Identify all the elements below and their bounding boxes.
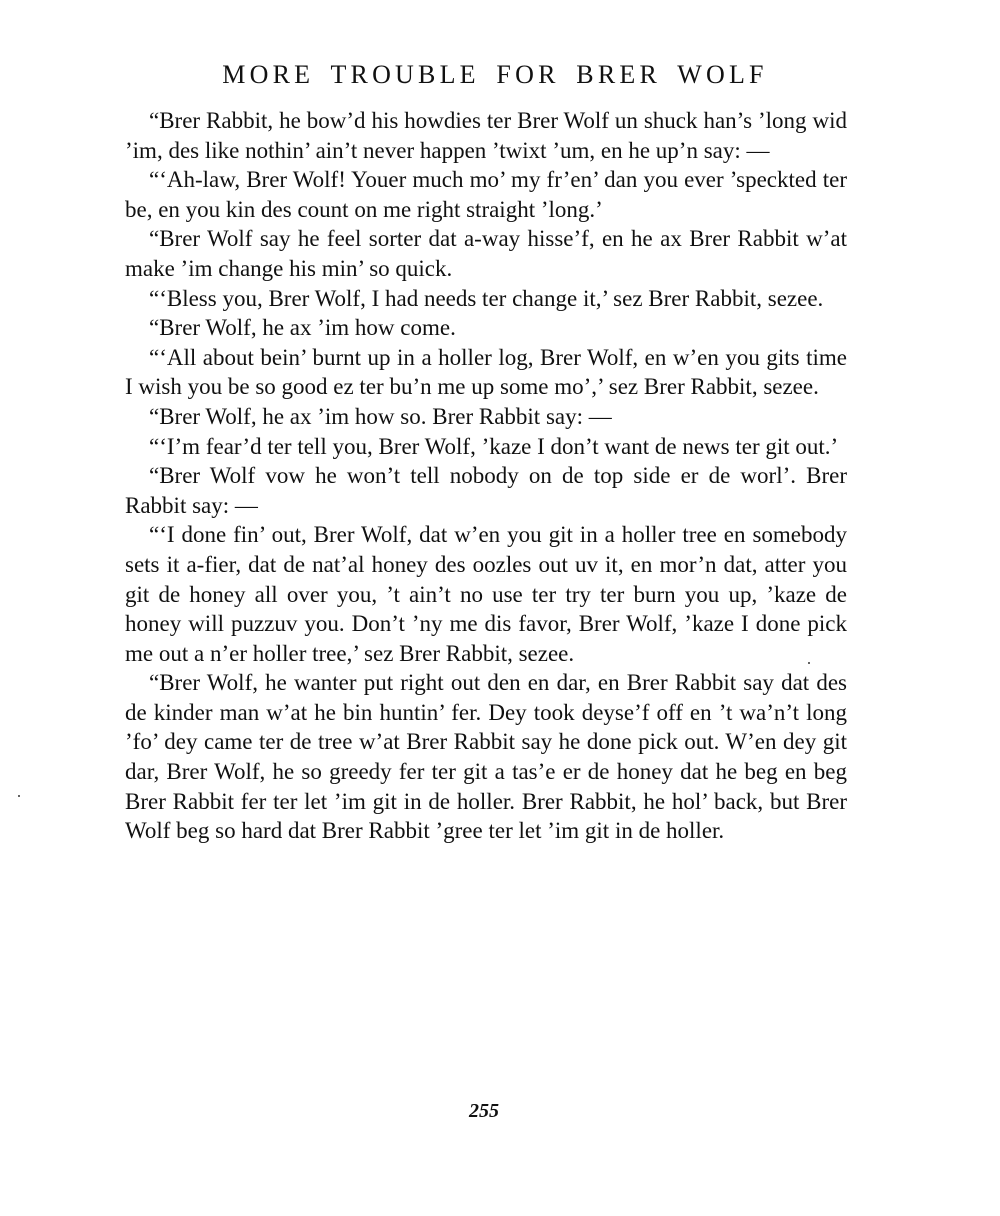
paragraph: “Brer Wolf vow he won’t tell nobody on de top side er de worl’. Brer Rabbit say: — bbox=[125, 463, 847, 518]
paragraph: “‘I done fin’ out, Brer Wolf, dat w’en you git in a holler tree en somebody sets it a-fier, dat de nat’al honey des oozles out uv it, en mor’n dat, atter you git de honey all over you, ’t ain’t no use ter try ter burn you up, ’kaze de honey will puzzuv you. Don’t ’ny me dis favor, Brer Wolf, ’kaze I done pick me out a n’er holler tree,’ sez Brer Rabbit, sezee. bbox=[125, 522, 847, 666]
paragraph: “‘Bless you, Brer Wolf, I had needs ter change it,’ sez Brer Rabbit, sezee. bbox=[149, 285, 824, 311]
paragraph: “Brer Wolf, he wanter put right out den en dar, en Brer Rabbit say dat des de kinder man w’at he bin huntin’ fer. Dey took deyse’f off en ’t wa’n’t long ’fo’ dey came ter de tree w’at Brer Rabbit say he done pick out. W’en dey git dar, Brer Wolf, he so greedy fer ter git a tas’e er de honey dat he beg en beg Brer Rabbit fer ter let ’im git in de holler. Brer Rabbit, he hol’ back, but Brer Wolf beg so hard dat Brer Rabbit ’gree ter let ’im git in de holler. bbox=[125, 670, 847, 844]
page-title: MORE TROUBLE FOR BRER WOLF bbox=[222, 60, 768, 89]
paragraph: “Brer Wolf, he ax ’im how come. bbox=[149, 315, 456, 341]
paragraph: “‘All about bein’ burnt up in a holler log, Brer Wolf, en w’en you gits time I wish you be so good ez ter bu’n me up some mo’,’ sez Brer Rabbit, sezee. bbox=[125, 344, 847, 400]
page-number: 255 bbox=[469, 1100, 499, 1122]
body-text bbox=[125, 106, 847, 846]
paragraph: “Brer Rabbit, he bow’d his howdies ter Brer Wolf un shuck han’s ’long wid ’im, des like nothin’ ain’t never happen ’twixt ’um, en he up’n say: — bbox=[125, 108, 847, 163]
scan-speck bbox=[18, 795, 20, 797]
paragraph: “‘I’m fear’d ter tell you, Brer Wolf, ’kaze I don’t want de news ter git out.’ bbox=[149, 433, 839, 459]
scan-speck bbox=[808, 662, 810, 664]
paragraph: “‘Ah-law, Brer Wolf! Youer much mo’ my fr’en’ dan you ever ’speckted ter be, en you kin des count on me right straight ’long.’ bbox=[125, 167, 847, 222]
paragraph: “Brer Wolf, he ax ’im how so. Brer Rabbit say: — bbox=[149, 403, 612, 429]
paragraph: “Brer Wolf say he feel sorter dat a-way hisse’f, en he ax Brer Rabbit w’at make ’im change his min’ so quick. bbox=[125, 226, 847, 281]
